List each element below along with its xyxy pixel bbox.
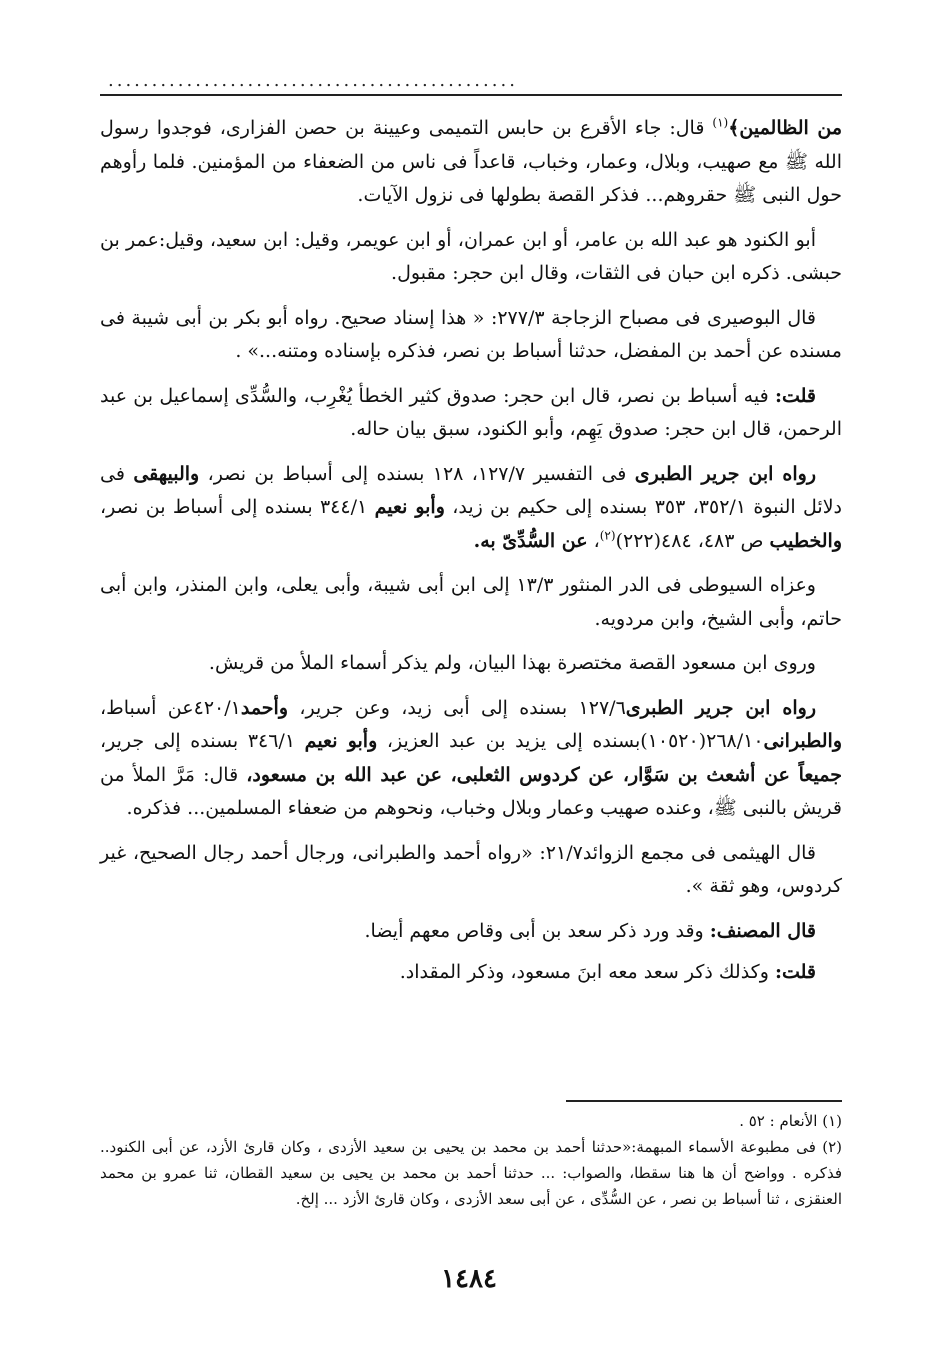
paragraph-4 [100,380,842,447]
paragraph-text: ٣٤٦/١ بسنده إلى جرير، [100,730,305,752]
paragraph-text: أبو الكنود هو عبد الله بن عامر، أو ابن عمران، أو ابن عويمر، وقيل: ابن سعيد، وقيل:عمر بن حبشى. ذكره ابن حبان فى الثقات، وقال ابن حجر: مقبول. [100,228,842,284]
lead-text: والبيهقى [133,462,200,485]
paragraph-10 [100,915,842,949]
paragraph-text: وروى ابن مسعود القصة مختصرة بهذا البيان، ولم يذكر أسماء الملأ من قريش. [208,652,816,674]
paragraph-3 [100,302,842,369]
paragraph-text: فيه أسباط بن نصر، قال ابن حجر: صدوق كثير الخطأ يُغْرِب، والسُّدِّى إسماعيل بن عبد الرحمن، قال ابن حجر: صدوق يَهِم، وأبو الكنود، سبق بيان حاله. [100,384,842,440]
paragraph-text: قال الهيثمى فى مجمع الزوائد٢١/٧: «رواه أحمد والطبرانى، ورجال أحمد رجال الصحيح، غير كردوس، وهو ثقة ». [100,841,842,897]
paragraph-text: ، [587,529,600,552]
lead-text: رواه ابن جرير الطبرى [625,696,816,719]
paragraph-1 [100,112,842,213]
lead-text: رواه ابن جرير الطبرى [634,462,817,485]
lead-text: والطبرانى [763,730,842,752]
footnote-ref: (٢) [599,528,616,543]
lead-text: من الظالمين﴾ [728,117,842,139]
lead-text: والخطيب [769,529,842,552]
lead-text: قال المصنف: [709,919,816,942]
lead-text: وأبو نعيم [304,730,378,752]
paragraph-text: قال: مَرَّ الملأ من قريش بالنبى ﷺ، وعنده صهيب وعمار وبلال وخباب، ونحوهم من ضعفاء المسلمين... فذكره. [100,763,842,819]
page-number: ١٤٨٤ [441,1264,497,1294]
paragraph-text: ٢٦٨/١٠(١٠٥٢٠)بسنده إلى يزيد بن عبد العزيز، [377,730,764,752]
lead-text: عن السُّدِّىّ به. [473,529,588,552]
lead-text: جميعاً عن أشعث بن سَوَّار، عن كردوس الثعلبى، عن عبد الله بن مسعود، [246,763,842,786]
paragraph-6 [100,569,842,636]
paragraph-text: فى التفسير ١٢٧/٧، ١٢٨ بسنده إلى أسباط بن نصر، [199,462,635,485]
top-dotted-line: ............................................... [108,70,518,91]
footnote-rule [566,1100,842,1102]
lead-text: وأبو نعيم [374,496,445,518]
paragraph-text: ١٢٧/٦ بسنده إلى أبى زيد، وعن جرير، [288,696,626,719]
paragraph-text: ٤٢٠/١عن أسباط، [100,696,241,719]
footnote-2: (٢) فى مطبوعة الأسماء المبهمة:«حدثنا أحمد بن محمد بن يحيى بن سعيد الأزدى ، وكان قارئ الأزد، عن أبى الكنود.. فذكره . وواضح أن ها هنا سقطا، والصواب: ... حدثنا أحمد بن محمد بن يحيى بن سعيد القطان، ثنا عمرو بن محمد العنقزى ، ثنا أسباط بن نصر ، عن السُّدِّى ، عن أبى سعد الأزدى ، وكان قارئ الأزد ... إلخ. [100,1138,842,1208]
lead-text: قلت: [774,384,816,407]
footnotes [100,1108,842,1212]
footnote-1: (١) الأنعام : ٥٢ . [739,1112,842,1130]
paragraph-text: فى دلائل النبوة ٣٥٢/١، ٣٥٣ بسنده إلى حكيم بن زيد، [100,462,843,518]
main-text [100,112,842,998]
header-rule [100,94,842,96]
paragraph-text: قال: جاء الأقرع بن حابس التميمى وعيينة بن حصن الفزارى، فوجدوا رسول الله ﷺ مع صهيب، وبلال، وعمار، وخباب، قاعداً فى ناس من الضعفاء من المؤمنين. فلما رأوهم حول النبى ﷺ حقروهم... فذكر القصة بطولها فى نزول الآيات. [100,117,842,206]
lead-text: قلت: [774,961,816,983]
paragraph-8 [100,692,842,826]
lead-text: وأحمد [240,696,289,719]
paragraph-text: ٣٤٤/١ بسنده إلى أسباط بن نصر، [100,496,375,518]
paragraph-text: وكذلك ذكر سعد معه ابنَ مسعود، وذكر المقداد. [399,961,775,983]
paragraph-text: وعزاه السيوطى فى الدر المنثور ١٣/٣ إلى ابن أبى شيبة، وأبى يعلى، وابن المنذر، وابن أبى حاتم، وأبى الشيخ، وابن مردويه. [100,574,842,630]
paragraph-9 [100,837,842,904]
paragraph-5 [100,458,842,559]
paragraph-2 [100,224,842,291]
footnote-ref: (١) [712,115,729,130]
paragraph-text: ص ٤٨٣، ٤٨٤(٢٢٢) [615,529,770,552]
paragraph-text: وقد ورد ذكر سعد بن أبى وقاص معهم أيضا. [364,919,710,942]
paragraph-7 [100,647,842,681]
paragraph-text: قال البوصيرى فى مصباح الزجاجة ٢٧٧/٣: « هذا إسناد صحيح. رواه أبو بكر بن أبى شيبة فى مسنده عن أحمد بن المفضل، حدثنا أسباط بن نصر، فذكره بإسناده ومتنه...» . [100,306,842,362]
paragraph-11 [100,956,842,990]
